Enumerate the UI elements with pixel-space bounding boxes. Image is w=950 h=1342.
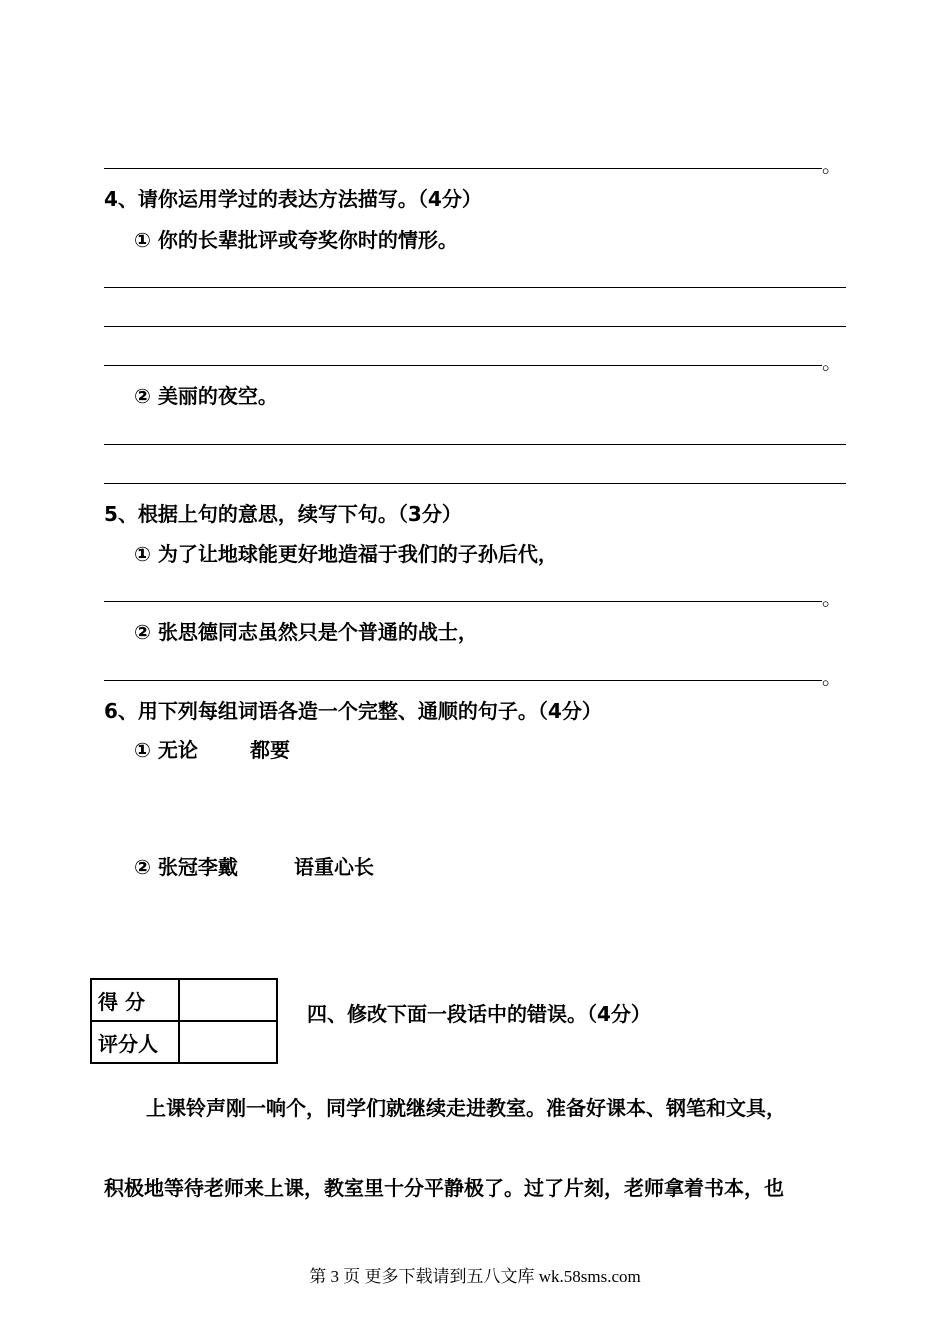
grader-label: 评分人 [91, 1021, 179, 1063]
section4-paragraph-line2: 积极地等待老师来上课，教室里十分平静极了。过了片刻，老师拿着书本，也 [104, 1176, 784, 1200]
q6-item2-word1: ② 张冠李戴 [134, 855, 238, 879]
q4-title: 4、请你运用学过的表达方法描写。（4分） [104, 187, 482, 211]
q4-item1: ① 你的长辈批评或夸奖你时的情形。 [134, 228, 458, 252]
answer-line [104, 483, 846, 484]
answer-line [104, 444, 846, 445]
q6-title: 6、用下列每组词语各造一个完整、通顺的句子。（4分） [104, 699, 602, 723]
q6-item1-word1: ① 无论 [134, 738, 198, 762]
answer-line [104, 287, 846, 288]
answer-line [104, 680, 822, 681]
score-cell [179, 979, 277, 1021]
line-end-mark: 。 [822, 586, 842, 610]
grader-cell [179, 1021, 277, 1063]
q5-title: 5、根据上句的意思，续写下句。（3分） [104, 502, 462, 526]
section4-title: 四、修改下面一段话中的错误。（4分） [307, 1002, 651, 1026]
answer-line [104, 326, 846, 327]
q6-item2-word2: 语重心长 [294, 855, 374, 879]
line-end-mark: 。 [822, 153, 842, 177]
score-label: 得 分 [91, 979, 179, 1021]
answer-line [104, 168, 822, 169]
page-footer: 第 3 页 更多下载请到五八文库 wk.58sms.com [309, 1267, 641, 1286]
answer-line [104, 365, 822, 366]
answer-line [104, 601, 822, 602]
q5-item2: ② 张思德同志虽然只是个普通的战士， [134, 620, 478, 644]
line-end-mark: 。 [822, 350, 842, 374]
q4-item2: ② 美丽的夜空。 [134, 384, 278, 408]
line-end-mark: 。 [822, 665, 842, 689]
section4-paragraph-line1: 上课铃声刚一响个，同学们就继续走进教室。准备好课本、钢笔和文具， [146, 1096, 786, 1120]
q6-item1-word2: 都要 [250, 738, 290, 762]
score-box [90, 978, 278, 1064]
q5-item1: ① 为了让地球能更好地造福于我们的子孙后代， [134, 542, 558, 566]
